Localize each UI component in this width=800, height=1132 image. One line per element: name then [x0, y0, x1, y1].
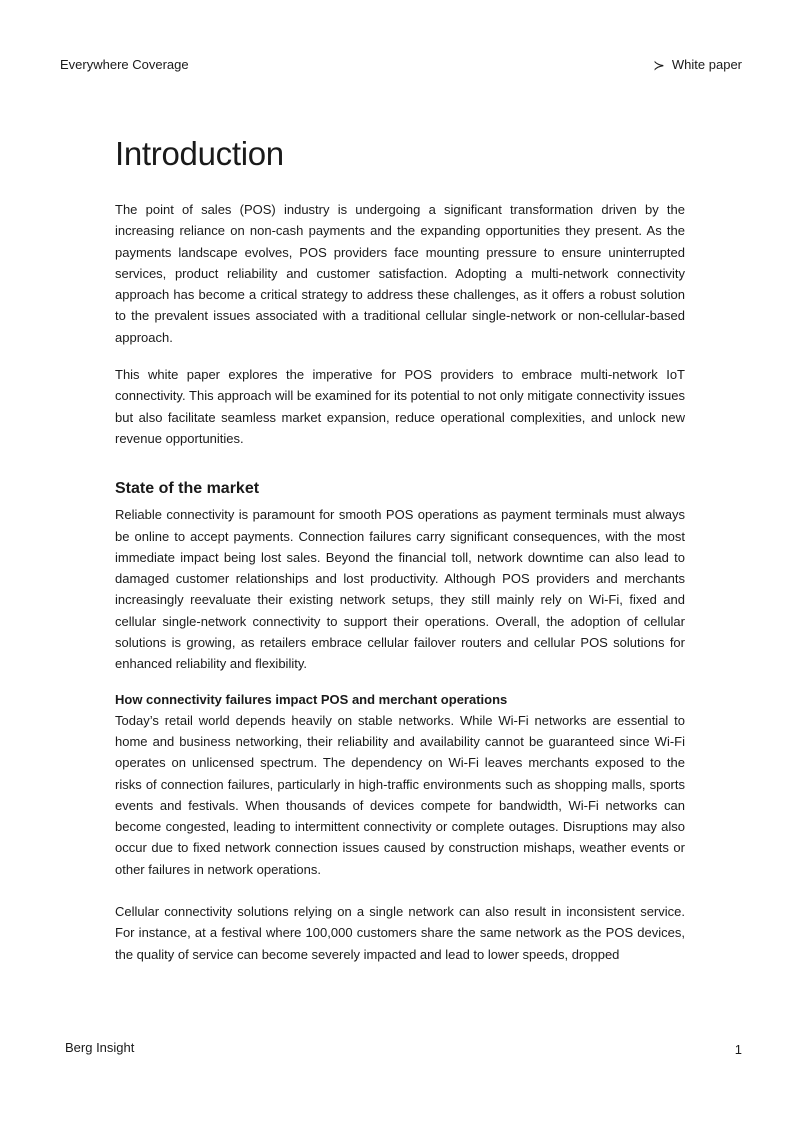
- subsection-heading: How connectivity failures impact POS and merchant operations: [115, 691, 508, 707]
- section-paragraph: Reliable connectivity is paramount for smooth POS operations as payment terminals must always be online to accept payments. Connection failures carry significant consequences, with the most immediate impact being lost sales. Beyond the financial toll, network downtime can also lead to damaged customer relationships and lost productivity. Although POS providers and merchants increasingly reevaluate their existing network setups, they still mainly rely on Wi-Fi, fixed and cellular single-network connectivity to support their operations. Overall, the adoption of cellular solutions is growing, as retailers embrace cellular failover routers and cellular POS solutions for enhanced reliability and flexibility.: [115, 507, 685, 672]
- footer-company: Berg Insight: [65, 1040, 135, 1055]
- chevron-right-icon: ≻: [653, 57, 665, 73]
- page-number: 1: [734, 1042, 742, 1057]
- header-doc-type-label: White paper: [671, 57, 742, 72]
- subsection-paragraph-2: Cellular connectivity solutions relying on a single network can also result in inconsistent service. For instance, at a festival where 100,000 customers share the same network as the POS devices, the quality of service can become severely impacted and lead to lower speeds, dropped: [115, 904, 685, 962]
- intro-paragraph-1: The point of sales (POS) industry is undergoing a significant transformation driven by the increasing reliance on non-cash payments and the expanding opportunities they present. As the payments landscape evolves, POS providers face mounting pressure to ensure uninterrupted services, product reliability and customer satisfaction. Adopting a multi-network connectivity approach has become a critical strategy to address these challenges, as it offers a robust solution to the prevalent issues associated with a traditional cellular single-network or non-cellular-based approach.: [115, 202, 685, 345]
- page-title: Introduction: [115, 135, 284, 172]
- section-heading: State of the market: [115, 480, 260, 498]
- header-publisher-title: Everywhere Coverage: [60, 57, 189, 72]
- intro-paragraph-2: This white paper explores the imperative for POS providers to embrace multi-network IoT connectivity. This approach will be examined for its potential to not only mitigate connectivity issues but also facilitate seamless market expansion, reduce operational complexities, and unlock new revenue opportunities.: [115, 367, 685, 446]
- header-doc-type: [653, 57, 742, 73]
- main-content: [115, 133, 685, 965]
- subsection-paragraph-1: Today’s retail world depends heavily on stable networks. While Wi-Fi networks are essential to home and business networking, their reliability and availability cannot be guaranteed since Wi-Fi operates on unlicensed spectrum. The dependency on Wi-Fi leaves merchants exposed to the risks of connection failures, particularly in high-traffic environments such as shopping malls, sports events and festivals. When thousands of devices compete for bandwidth, Wi-Fi networks can become congested, leading to intermittent connectivity or complete outages. Disruptions may also occur due to fixed network connection issues caused by construction mishaps, weather events or other failures in network operations.: [115, 712, 685, 877]
